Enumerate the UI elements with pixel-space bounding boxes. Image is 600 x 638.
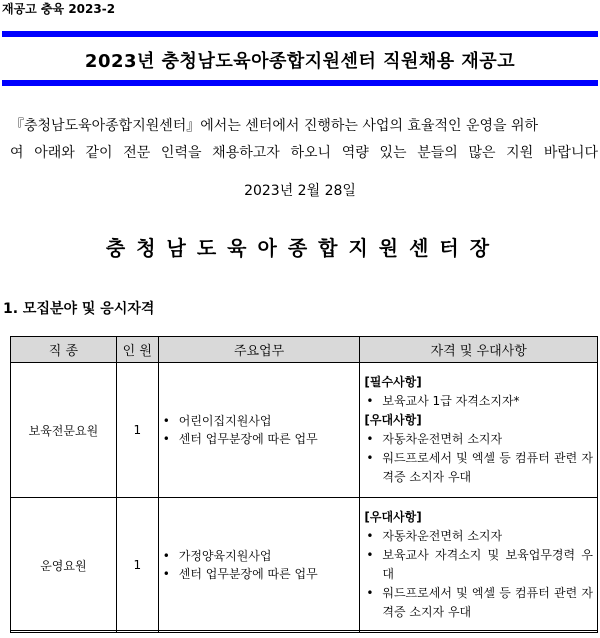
- job-cell: 보육전문요원: [11, 363, 117, 498]
- required-heading: [필수사항]: [364, 375, 422, 389]
- required-item: • 보육교사 1급 자격소지자*: [364, 392, 593, 411]
- title-banner: [2, 31, 598, 86]
- table-header-row: [11, 337, 598, 363]
- header-count: 인 원: [116, 337, 158, 363]
- header-job: 직 종: [11, 337, 117, 363]
- header-duties: 주요업무: [158, 337, 360, 363]
- qualifications-cell: [360, 498, 598, 633]
- preferred-heading: [우대사항]: [364, 510, 422, 524]
- preferred-item: • 자동차운전면허 소지자: [364, 430, 593, 449]
- recruitment-table: [10, 336, 598, 633]
- qualifications-cell: [360, 363, 598, 498]
- title-bottom-bar: [2, 80, 598, 86]
- intro-line-1: 『충청남도육아종합지원센터』에서는 센터에서 진행하는 사업의 효율적인 운영을 위하: [10, 118, 539, 134]
- table-row: [11, 498, 598, 633]
- duty-item: • 어린이집지원사업: [163, 412, 360, 430]
- intro-line-2: 여 아래와 같이 전문 인력을 채용하고자 하오니 역량 있는 분들의 많은 지원 바랍니다: [10, 145, 598, 161]
- page-title: 2023년 충청남도육아종합지원센터 직원채용 재공고: [84, 51, 516, 72]
- duties-cell: [158, 498, 360, 633]
- duty-item: • 센터 업무분장에 따른 업무: [163, 565, 360, 583]
- table-row: [11, 363, 598, 498]
- intro-paragraph: [10, 113, 598, 167]
- count-cell: 1: [116, 498, 158, 633]
- document-number: 재공고 충육 2023-2: [2, 2, 116, 16]
- preferred-item: • 워드프로세서 및 엑셀 등 컴퓨터 관련 자격증 소지자 우대: [364, 449, 593, 487]
- preferred-item: • 자동차운전면허 소지자: [364, 527, 593, 546]
- title-top-bar: [2, 31, 598, 37]
- preferred-item: • 보육교사 자격소지 및 보육업무경력 우대: [364, 546, 593, 584]
- job-cell: 운영요원: [11, 498, 117, 633]
- count-cell: 1: [116, 363, 158, 498]
- announcement-date: 2023년 2월 28일: [244, 183, 356, 199]
- preferred-heading: [우대사항]: [364, 413, 422, 427]
- duty-item: • 센터 업무분장에 따른 업무: [163, 430, 360, 448]
- organization-signature: 충청남도육아종합지원센터장: [105, 236, 501, 260]
- duty-item: • 가정양육지원사업: [163, 547, 360, 565]
- preferred-item: • 워드프로세서 및 엑셀 등 컴퓨터 관련 자격증 소지자 우대: [364, 584, 593, 622]
- table-continuation-border: [10, 630, 598, 631]
- section-heading: 1. 모집분야 및 응시자격: [3, 301, 155, 317]
- duties-cell: [158, 363, 360, 498]
- header-qualifications: 자격 및 우대사항: [360, 337, 598, 363]
